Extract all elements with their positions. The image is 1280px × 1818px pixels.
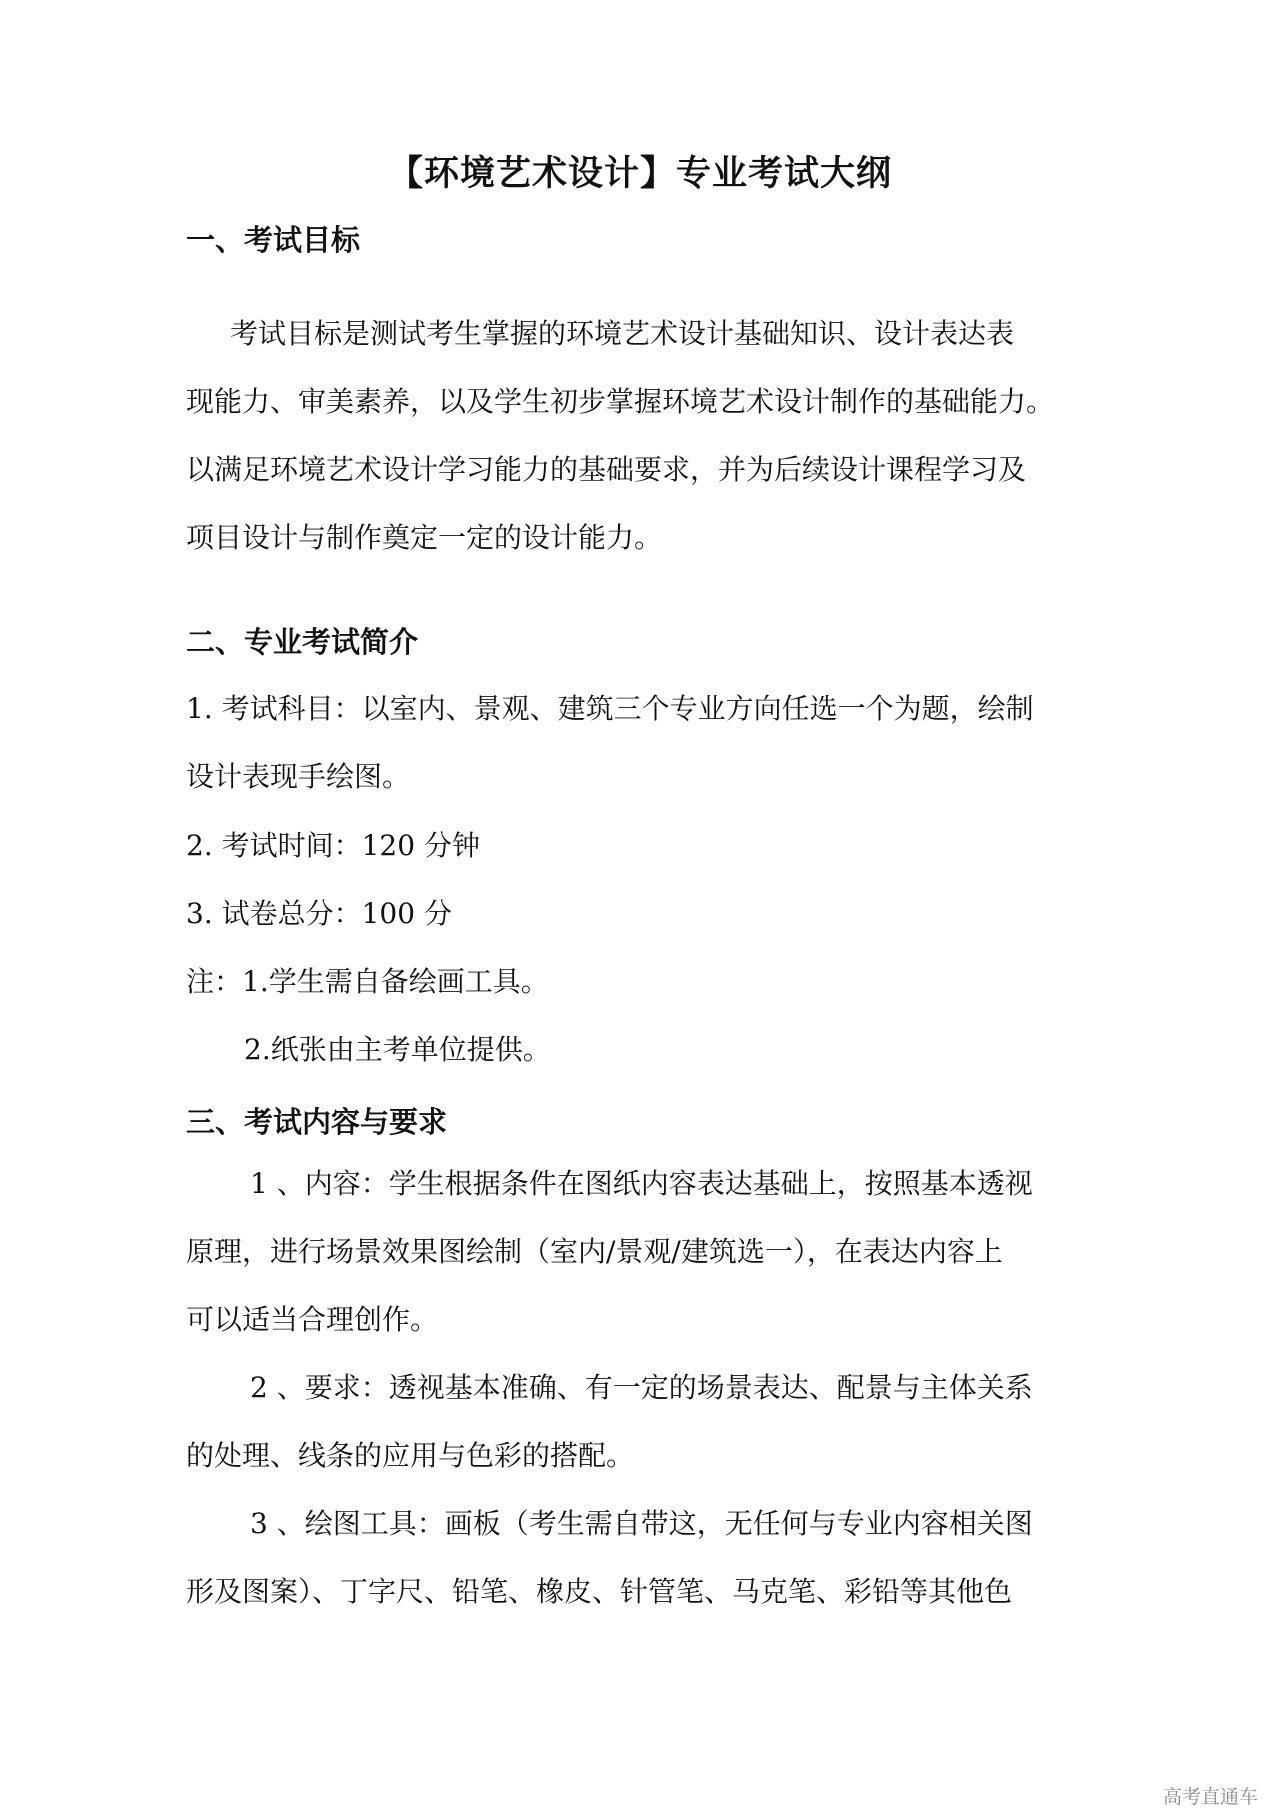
text-line: 原理，进行场景效果图绘制（室内/景观/建筑选一），在表达内容上 bbox=[186, 1235, 1003, 1268]
section-heading-exam-goal: 一、考试目标 bbox=[186, 223, 361, 257]
requirements-item bbox=[186, 1354, 1106, 1490]
exam-score-item bbox=[186, 880, 1106, 948]
note-item-2 bbox=[186, 1016, 1106, 1084]
text-line: 可以适当合理创作。 bbox=[186, 1303, 439, 1336]
text-line: 2. 考试时间：120 分钟 bbox=[186, 829, 480, 862]
text-line: 3 、绘图工具：画板（考生需自带这，无任何与专业内容相关图 bbox=[250, 1507, 1033, 1540]
text-line: 2 、要求：透视基本准确、有一定的场景表达、配景与主体关系 bbox=[250, 1371, 1033, 1404]
note-item-1 bbox=[186, 948, 1106, 1016]
exam-subject-item bbox=[186, 675, 1106, 811]
text-line: 1. 考试科目：以室内、景观、建筑三个专业方向任选一个为题，绘制 bbox=[186, 692, 1034, 725]
text-line: 以满足环境艺术设计学习能力的基础要求，并为后续设计课程学习及 bbox=[186, 453, 1027, 486]
text-line: 设计表现手绘图。 bbox=[186, 760, 411, 793]
text-line: 的处理、线条的应用与色彩的搭配。 bbox=[186, 1439, 635, 1472]
text-line: 项目设计与制作奠定一定的设计能力。 bbox=[186, 521, 663, 554]
text-line: 1 、内容：学生根据条件在图纸内容表达基础上，按照基本透视 bbox=[250, 1167, 1033, 1200]
text-line: 注：1.学生需自备绘画工具。 bbox=[186, 965, 549, 998]
page-title: 【环境艺术设计】专业考试大纲 bbox=[387, 154, 892, 194]
text-line: 形及图案）、丁字尺、铅笔、橡皮、针管笔、马克笔、彩铅等其他色 bbox=[186, 1575, 1013, 1608]
text-line: 现能力、审美素养，以及学生初步掌握环境艺术设计制作的基础能力。 bbox=[186, 385, 1055, 418]
watermark: 高考直通车 bbox=[1162, 1786, 1258, 1808]
exam-time-item bbox=[186, 812, 1106, 880]
exam-goal-paragraph bbox=[186, 300, 1106, 572]
text-line: 2.纸张由主考单位提供。 bbox=[244, 1033, 551, 1066]
drawing-tools-item bbox=[186, 1490, 1106, 1626]
text-line: 考试目标是测试考生掌握的环境艺术设计基础知识、设计表达表 bbox=[230, 317, 1015, 350]
text-line: 3. 试卷总分：100 分 bbox=[186, 897, 452, 930]
section-heading-content-requirements: 三、考试内容与要求 bbox=[186, 1105, 448, 1139]
content-item bbox=[186, 1150, 1106, 1354]
section-heading-exam-intro: 二、专业考试简介 bbox=[186, 625, 419, 659]
